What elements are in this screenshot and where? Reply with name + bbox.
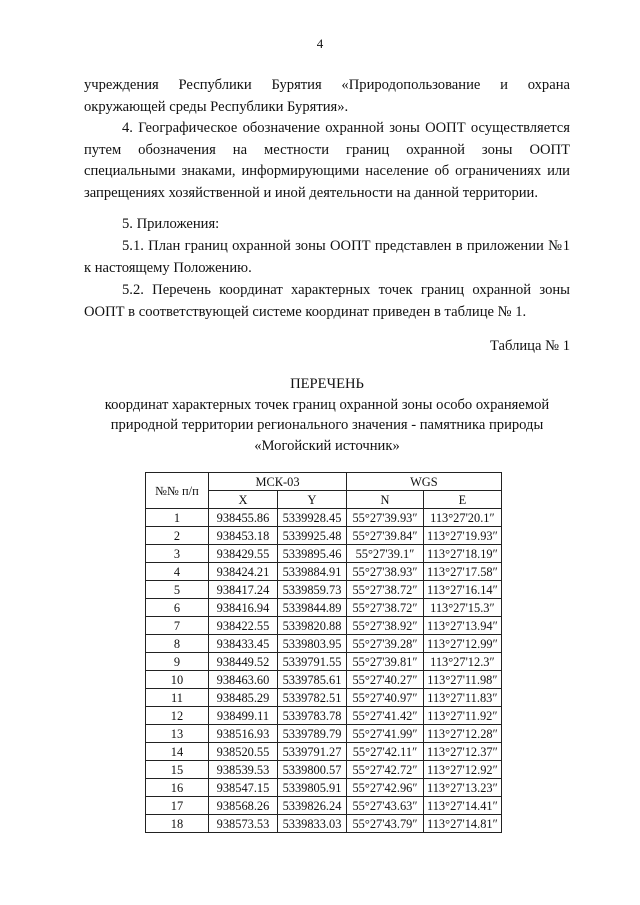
- cell-n: 55°27'40.97″: [347, 689, 424, 707]
- table-row: [146, 671, 502, 689]
- cell-n: 55°27'41.42″: [347, 707, 424, 725]
- header-n: N: [347, 491, 424, 509]
- table-row: [146, 725, 502, 743]
- cell-n: 55°27'39.84″: [347, 527, 424, 545]
- cell-number: 15: [146, 761, 209, 779]
- cell-y: 5339833.03: [278, 815, 347, 833]
- table-row: [146, 527, 502, 545]
- cell-e: 113°27'11.83″: [424, 689, 502, 707]
- cell-number: 10: [146, 671, 209, 689]
- cell-x: 938539.53: [209, 761, 278, 779]
- cell-y: 5339884.91: [278, 563, 347, 581]
- header-e: E: [424, 491, 502, 509]
- header-y: Y: [278, 491, 347, 509]
- table-row: [146, 617, 502, 635]
- cell-n: 55°27'41.99″: [347, 725, 424, 743]
- cell-n: 55°27'38.72″: [347, 599, 424, 617]
- page-number: 4: [316, 36, 324, 51]
- cell-x: 938573.53: [209, 815, 278, 833]
- cell-y: 5339791.55: [278, 653, 347, 671]
- cell-x: 938433.45: [209, 635, 278, 653]
- header-msk: МСК-03: [209, 473, 347, 491]
- cell-x: 938449.52: [209, 653, 278, 671]
- table-row: [146, 653, 502, 671]
- cell-number: 18: [146, 815, 209, 833]
- cell-e: 113°27'12.92″: [424, 761, 502, 779]
- cell-e: 113°27'13.23″: [424, 779, 502, 797]
- cell-e: 113°27'11.92″: [424, 707, 502, 725]
- cell-n: 55°27'39.81″: [347, 653, 424, 671]
- cell-number: 11: [146, 689, 209, 707]
- cell-x: 938453.18: [209, 527, 278, 545]
- cell-y: 5339895.46: [278, 545, 347, 563]
- paragraph-continuation: учреждения Республики Бурятия «Природопользование и охрана окружающей среды Республики Бурятия».: [84, 77, 570, 115]
- table-row: [146, 581, 502, 599]
- cell-e: 113°27'19.93″: [424, 527, 502, 545]
- table-row: [146, 743, 502, 761]
- table-row: [146, 599, 502, 617]
- cell-x: 938485.29: [209, 689, 278, 707]
- heading-title: ПЕРЕЧЕНЬ: [290, 376, 364, 392]
- cell-number: 8: [146, 635, 209, 653]
- table-row: [146, 707, 502, 725]
- cell-e: 113°27'13.94″: [424, 617, 502, 635]
- table-row: [146, 815, 502, 833]
- cell-x: 938520.55: [209, 743, 278, 761]
- cell-n: 55°27'42.72″: [347, 761, 424, 779]
- cell-number: 1: [146, 509, 209, 527]
- cell-y: 5339800.57: [278, 761, 347, 779]
- cell-x: 938417.24: [209, 581, 278, 599]
- table-row: [146, 635, 502, 653]
- cell-y: 5339785.61: [278, 671, 347, 689]
- cell-number: 5: [146, 581, 209, 599]
- cell-number: 4: [146, 563, 209, 581]
- cell-x: 938499.11: [209, 707, 278, 725]
- cell-x: 938547.15: [209, 779, 278, 797]
- cell-n: 55°27'43.79″: [347, 815, 424, 833]
- cell-number: 13: [146, 725, 209, 743]
- cell-n: 55°27'38.72″: [347, 581, 424, 599]
- paragraph-5: 5. Приложения:: [122, 216, 220, 232]
- cell-x: 938422.55: [209, 617, 278, 635]
- cell-y: 5339805.91: [278, 779, 347, 797]
- cell-e: 113°27'12.37″: [424, 743, 502, 761]
- cell-x: 938416.94: [209, 599, 278, 617]
- heading-line-2: природной территории регионального значения - памятника природы: [110, 417, 544, 433]
- cell-n: 55°27'42.96″: [347, 779, 424, 797]
- cell-n: 55°27'39.28″: [347, 635, 424, 653]
- cell-number: 16: [146, 779, 209, 797]
- table-row: [146, 779, 502, 797]
- table-row: [146, 689, 502, 707]
- cell-y: 5339826.24: [278, 797, 347, 815]
- table-label: Таблица № 1: [490, 338, 570, 354]
- cell-y: 5339791.27: [278, 743, 347, 761]
- cell-e: 113°27'14.81″: [424, 815, 502, 833]
- cell-e: 113°27'16.14″: [424, 581, 502, 599]
- paragraph-5-1: 5.1. План границ охранной зоны ООПТ представлен в приложении №1 к настоящему Положению.: [84, 238, 570, 276]
- cell-n: 55°27'39.93″: [347, 509, 424, 527]
- cell-e: 113°27'14.41″: [424, 797, 502, 815]
- cell-y: 5339782.51: [278, 689, 347, 707]
- cell-number: 17: [146, 797, 209, 815]
- cell-x: 938424.21: [209, 563, 278, 581]
- table-row: [146, 545, 502, 563]
- table-row: [146, 761, 502, 779]
- cell-e: 113°27'11.98″: [424, 671, 502, 689]
- header-x: X: [209, 491, 278, 509]
- cell-x: 938568.26: [209, 797, 278, 815]
- table-row: [146, 563, 502, 581]
- cell-x: 938463.60: [209, 671, 278, 689]
- table-row: [146, 797, 502, 815]
- paragraph-4: 4. Географическое обозначение охранной зоны ООПТ осуществляется путем обозначения на местности границ охранной зоны ООПТ специальными знаками, информирующими население об ограничениях или запрещениях хозяйственной и иной деятельности на данной территории.: [84, 120, 570, 201]
- cell-y: 5339803.95: [278, 635, 347, 653]
- cell-e: 113°27'18.19″: [424, 545, 502, 563]
- table-header-row: [146, 473, 502, 491]
- cell-y: 5339844.89: [278, 599, 347, 617]
- cell-n: 55°27'40.27″: [347, 671, 424, 689]
- cell-n: 55°27'42.11″: [347, 743, 424, 761]
- cell-e: 113°27'15.3″: [424, 599, 502, 617]
- cell-y: 5339925.48: [278, 527, 347, 545]
- cell-number: 14: [146, 743, 209, 761]
- cell-number: 2: [146, 527, 209, 545]
- cell-e: 113°27'12.99″: [424, 635, 502, 653]
- cell-x: 938429.55: [209, 545, 278, 563]
- cell-y: 5339859.73: [278, 581, 347, 599]
- cell-e: 113°27'12.3″: [424, 653, 502, 671]
- cell-number: 6: [146, 599, 209, 617]
- cell-number: 7: [146, 617, 209, 635]
- cell-y: 5339820.88: [278, 617, 347, 635]
- header-number: №№ п/п: [146, 473, 209, 509]
- header-wgs: WGS: [347, 473, 502, 491]
- cell-x: 938455.86: [209, 509, 278, 527]
- cell-y: 5339789.79: [278, 725, 347, 743]
- cell-n: 55°27'38.92″: [347, 617, 424, 635]
- cell-number: 9: [146, 653, 209, 671]
- table-heading: [70, 374, 584, 456]
- cell-number: 3: [146, 545, 209, 563]
- cell-e: 113°27'12.28″: [424, 725, 502, 743]
- heading-line-1: координат характерных точек границ охранной зоны особо охраняемой: [104, 396, 550, 413]
- cell-x: 938516.93: [209, 725, 278, 743]
- table-body: [146, 509, 502, 833]
- cell-e: 113°27'17.58″: [424, 563, 502, 581]
- cell-y: 5339783.78: [278, 707, 347, 725]
- heading-line-3: «Могойский источник»: [254, 437, 400, 454]
- paragraph-5-2: 5.2. Перечень координат характерных точек границ охранной зоны ООПТ в соответствующей системе координат приведен в таблице № 1.: [84, 282, 570, 320]
- cell-number: 12: [146, 707, 209, 725]
- cell-y: 5339928.45: [278, 509, 347, 527]
- cell-n: 55°27'43.63″: [347, 797, 424, 815]
- coordinates-table: [145, 472, 502, 833]
- table-row: [146, 509, 502, 527]
- cell-n: 55°27'38.93″: [347, 563, 424, 581]
- cell-n: 55°27'39.1″: [347, 545, 424, 563]
- cell-e: 113°27'20.1″: [424, 509, 502, 527]
